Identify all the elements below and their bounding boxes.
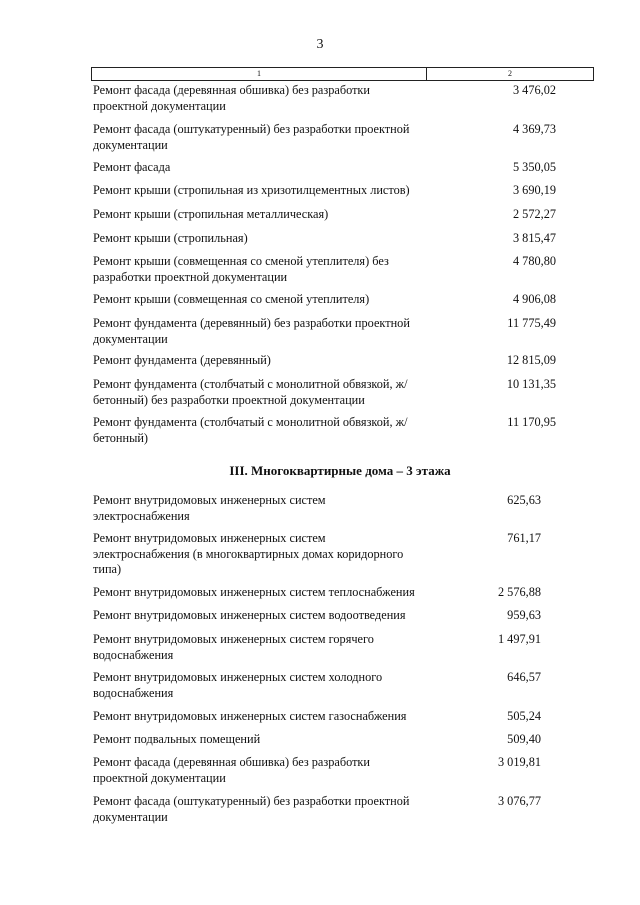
row-name: Ремонт крыши (стропильная) <box>93 231 248 245</box>
row-name: Ремонт фундамента (столбчатый с монолитной обвязкой, ж/бетонный) без разработки проектной документации <box>93 377 408 407</box>
row-value: 2 576,88 <box>497 585 541 599</box>
row-value: 11 775,49 <box>507 316 556 330</box>
row-name: Ремонт внутридомовых инженерных систем горячего водоснабжения <box>93 632 374 662</box>
row-value: 2 572,27 <box>512 207 556 221</box>
row-value: 959,63 <box>507 608 541 622</box>
row-value: 505,24 <box>507 709 541 723</box>
row-name: Ремонт внутридомовых инженерных систем теплоснабжения <box>93 585 415 599</box>
row-value: 761,17 <box>507 531 541 545</box>
row-name: Ремонт фундамента (столбчатый с монолитной обвязкой, ж/бетонный) <box>93 415 408 445</box>
row-value: 1 497,91 <box>497 632 541 646</box>
row-name: Ремонт внутридомовых инженерных систем электроснабжения <box>93 493 326 523</box>
row-value: 11 170,95 <box>507 415 556 429</box>
row-name: Ремонт крыши (совмещенная со сменой утеплителя) <box>93 292 370 306</box>
row-name: Ремонт внутридомовых инженерных систем электроснабжения (в многоквартирных домах коридорного типа) <box>93 531 404 576</box>
row-value: 12 815,09 <box>506 353 556 367</box>
row-name: Ремонт подвальных помещений <box>93 732 261 746</box>
row-value: 625,63 <box>507 493 541 507</box>
row-name: Ремонт крыши (совмещенная со сменой утеплителя) без разработки проектной документации <box>93 254 389 284</box>
table-header-col2: 2 <box>508 69 512 78</box>
row-name: Ремонт внутридомовых инженерных систем водоотведения <box>93 608 406 622</box>
row-name: Ремонт фундамента (деревянный) <box>93 353 271 367</box>
row-name: Ремонт фундамента (деревянный) без разработки проектной документации <box>93 316 410 346</box>
table-header <box>91 67 594 81</box>
row-value: 3 076,77 <box>497 794 541 808</box>
row-value: 4 906,08 <box>512 292 556 306</box>
row-name: Ремонт фасада (оштукатуренный) без разработки проектной документации <box>93 794 410 824</box>
row-name: Ремонт фасада (деревянная обшивка) без разработки проектной документации <box>93 83 370 113</box>
row-value: 3 476,02 <box>512 83 556 97</box>
row-value: 3 815,47 <box>512 231 556 245</box>
row-name: Ремонт крыши (стропильная металлическая) <box>93 207 329 221</box>
row-value: 3 690,19 <box>512 183 556 197</box>
row-name: Ремонт крыши (стропильная из хризотилцементных листов) <box>93 183 410 197</box>
row-value: 509,40 <box>507 732 541 746</box>
row-name: Ремонт внутридомовых инженерных систем холодного водоснабжения <box>93 670 383 700</box>
row-name: Ремонт внутридомовых инженерных систем газоснабжения <box>93 709 407 723</box>
row-name: Ремонт фасада <box>93 160 171 174</box>
row-name: Ремонт фасада (деревянная обшивка) без разработки проектной документации <box>93 755 370 785</box>
row-value: 10 131,35 <box>506 377 556 391</box>
row-value: 4 369,73 <box>512 122 556 136</box>
row-value: 3 019,81 <box>497 755 541 769</box>
table-header-col1: 1 <box>92 68 427 80</box>
row-value: 646,57 <box>507 670 541 684</box>
page-number: 3 <box>316 37 324 52</box>
section-title: III. Многоквартирные дома – 3 этажа <box>229 463 451 478</box>
row-name: Ремонт фасада (оштукатуренный) без разработки проектной документации <box>93 122 410 152</box>
row-value: 5 350,05 <box>512 160 556 174</box>
row-value: 4 780,80 <box>512 254 556 268</box>
